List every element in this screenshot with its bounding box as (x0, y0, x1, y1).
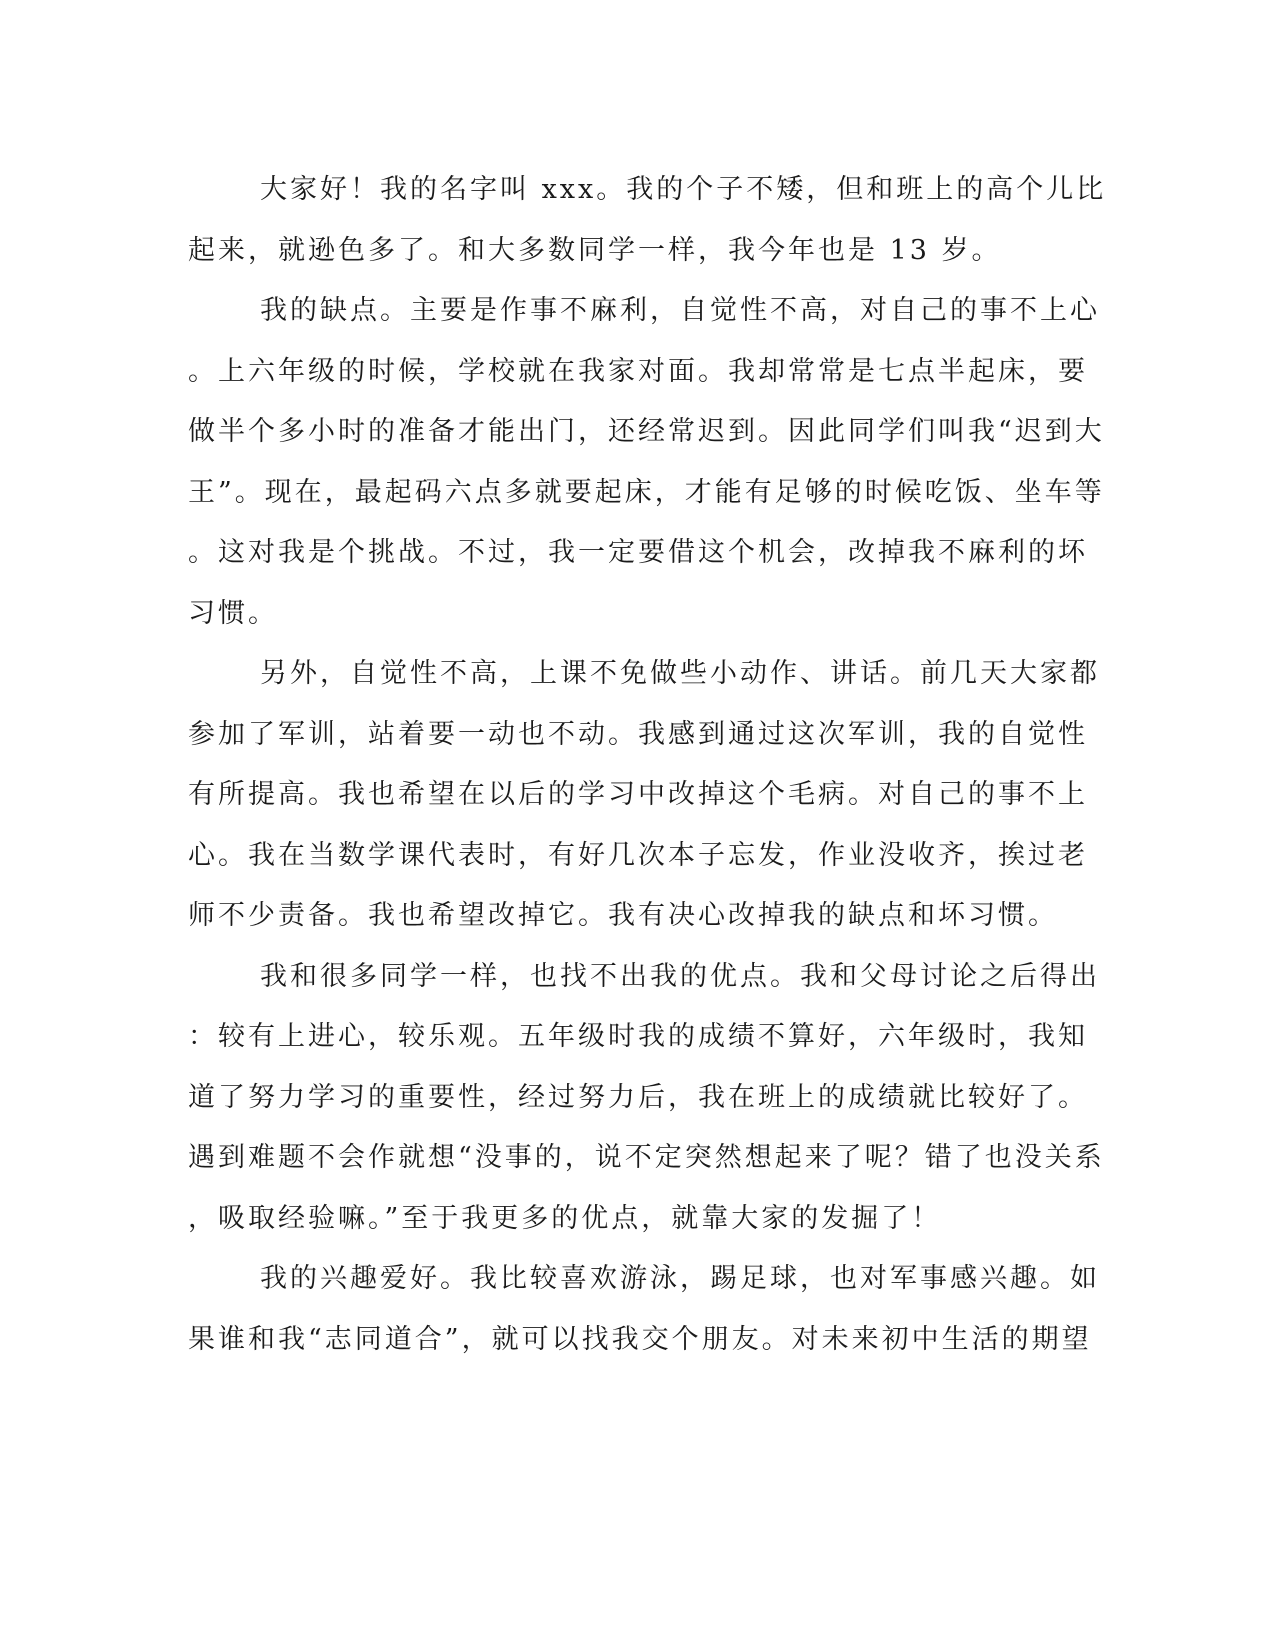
text-line: ：较有上进心，较乐观。五年级时我的成绩不算好，六年级时，我知 (188, 1021, 1088, 1052)
text-line: 大家好！我的名字叫 xxx。我的个子不矮，但和班上的高个儿比 (260, 174, 1107, 205)
text-line: 做半个多小时的准备才能出门，还经常迟到。因此同学们叫我“迟到大 (188, 416, 1105, 447)
text-line: 。上六年级的时候，学校就在我家对面。我却常常是七点半起床，要 (188, 355, 1088, 387)
text-line: 我的缺点。主要是作事不麻利，自觉性不高，对自己的事不上心 (260, 295, 1100, 326)
text-line: 王”。现在，最起码六点多就要起床，才能有足够的时候吃饭、坐车等 (188, 476, 1105, 508)
text-line: 师不少责备。我也希望改掉它。我有决心改掉我的缺点和坏习惯。 (188, 900, 1058, 931)
text-line: 果谁和我“志同道合”，就可以找我交个朋友。对未来初中生活的期望 (188, 1323, 1092, 1355)
text-line: 习惯。 (188, 597, 278, 629)
text-line: 有所提高。我也希望在以后的学习中改掉这个毛病。对自己的事不上 (188, 779, 1088, 810)
document-body (188, 160, 1107, 1370)
text-line: 另外，自觉性不高，上课不免做些小动作、讲话。前几天大家都 (260, 658, 1100, 689)
text-line: 我和很多同学一样，也找不出我的优点。我和父母讨论之后得出 (260, 960, 1100, 992)
text-line: ，吸取经验嘛。”至于我更多的优点，就靠大家的发掘了！ (188, 1202, 942, 1234)
text-line: 。这对我是个挑战。不过，我一定要借这个机会，改掉我不麻利的坏 (188, 537, 1088, 568)
text-line: 参加了军训，站着要一动也不动。我感到通过这次军训，我的自觉性 (188, 718, 1088, 750)
text-line: 起来，就逊色多了。和大多数同学一样，我今年也是 13 岁。 (188, 234, 1002, 266)
text-line: 心。我在当数学课代表时，有好几次本子忘发，作业没收齐，挨过老 (188, 839, 1088, 871)
text-line: 道了努力学习的重要性，经过努力后，我在班上的成绩就比较好了。 (188, 1081, 1088, 1113)
text-line: 遇到难题不会作就想“没事的，说不定突然想起来了呢？错了也没关系 (188, 1142, 1105, 1173)
text-line: 我的兴趣爱好。我比较喜欢游泳，踢足球，也对军事感兴趣。如 (260, 1263, 1100, 1294)
